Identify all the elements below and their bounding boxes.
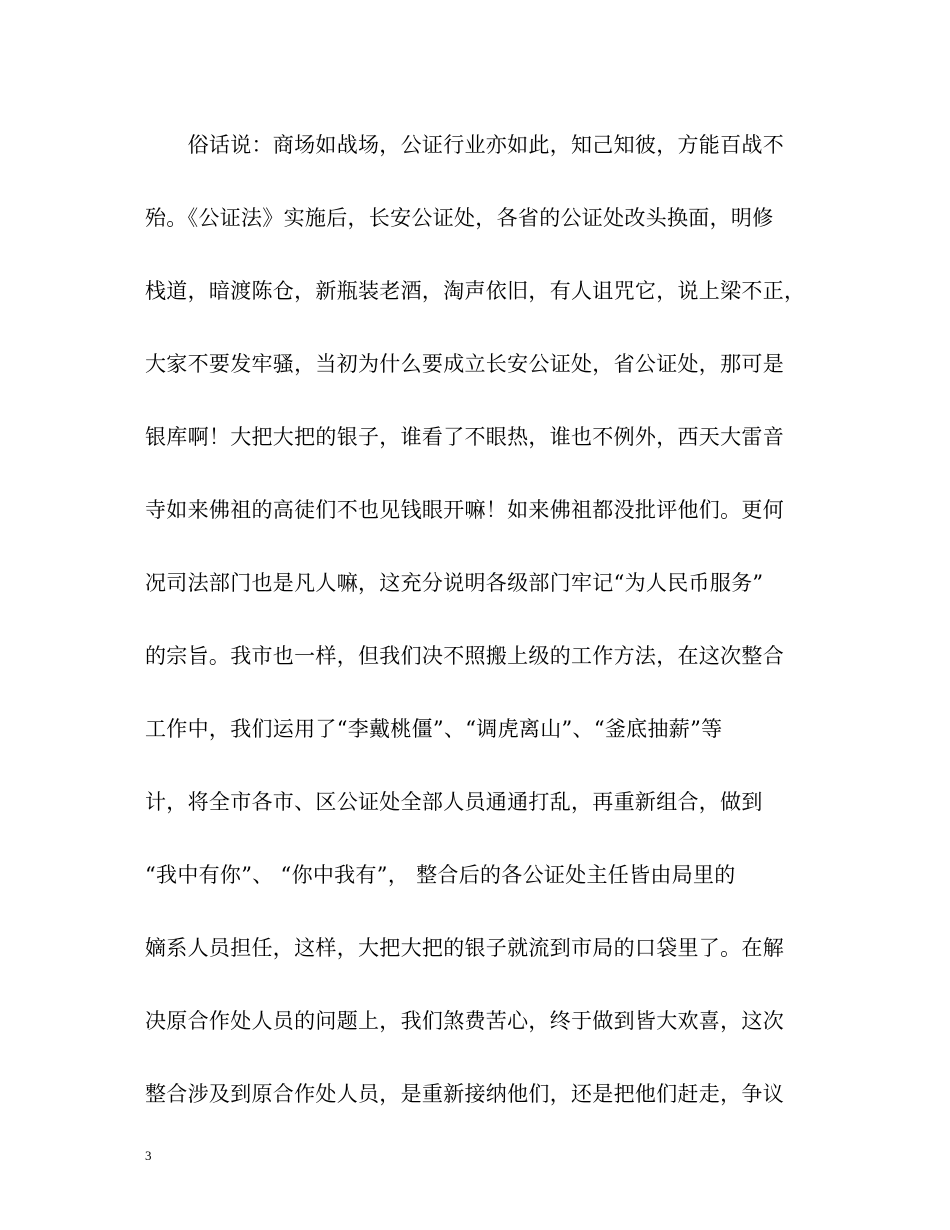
text-line-7: 况司法部门也是凡人嘛，这充分说明各级部门牢记“为人民币服务”: [145, 571, 764, 595]
text-line-8: 的宗旨。我市也一样，但我们决不照搬上级的工作方法，在这次整合: [145, 644, 784, 668]
text-line-1: 俗话说：商场如战场，公证行业亦如此，知己知彼，方能百战不: [145, 133, 784, 157]
text-line-14: 整合涉及到原合作处人员，是重新接纳他们，还是把他们赶走，争议: [145, 1082, 784, 1106]
text-line-11: “我中有你”、 “你中我有”， 整合后的各公证处主任皆由局里的: [145, 863, 736, 887]
text-line-5: 银库啊！大把大把的银子，谁看了不眼热，谁也不例外，西天大雷音: [145, 425, 784, 449]
text-line-13: 决原合作处人员的问题上，我们煞费苦心，终于做到皆大欢喜，这次: [145, 1009, 784, 1033]
text-line-2: 殆。《公证法》实施后，长安公证处，各省的公证处改头换面，明修: [145, 206, 774, 230]
page-number: 3: [145, 1148, 152, 1163]
text-line-9: 工作中，我们运用了“李戴桃僵”、“调虎离山”、“釜底抽薪”等: [145, 717, 723, 741]
text-line-12: 嫡系人员担任，这样，大把大把的银子就流到市局的口袋里了。在解: [145, 936, 784, 960]
text-line-3: 栈道，暗渡陈仓，新瓶装老酒，淘声依旧，有人诅咒它，说上梁不正，: [145, 279, 806, 303]
text-line-6: 寺如来佛祖的高徒们不也见钱眼开嘛！如来佛祖都没批评他们。更何: [145, 498, 784, 522]
text-line-10: 计，将全市各市、区公证处全部人员通通打乱，再重新组合，做到: [145, 790, 763, 814]
text-line-4: 大家不要发牢骚，当初为什么要成立长安公证处，省公证处，那可是: [145, 352, 784, 376]
